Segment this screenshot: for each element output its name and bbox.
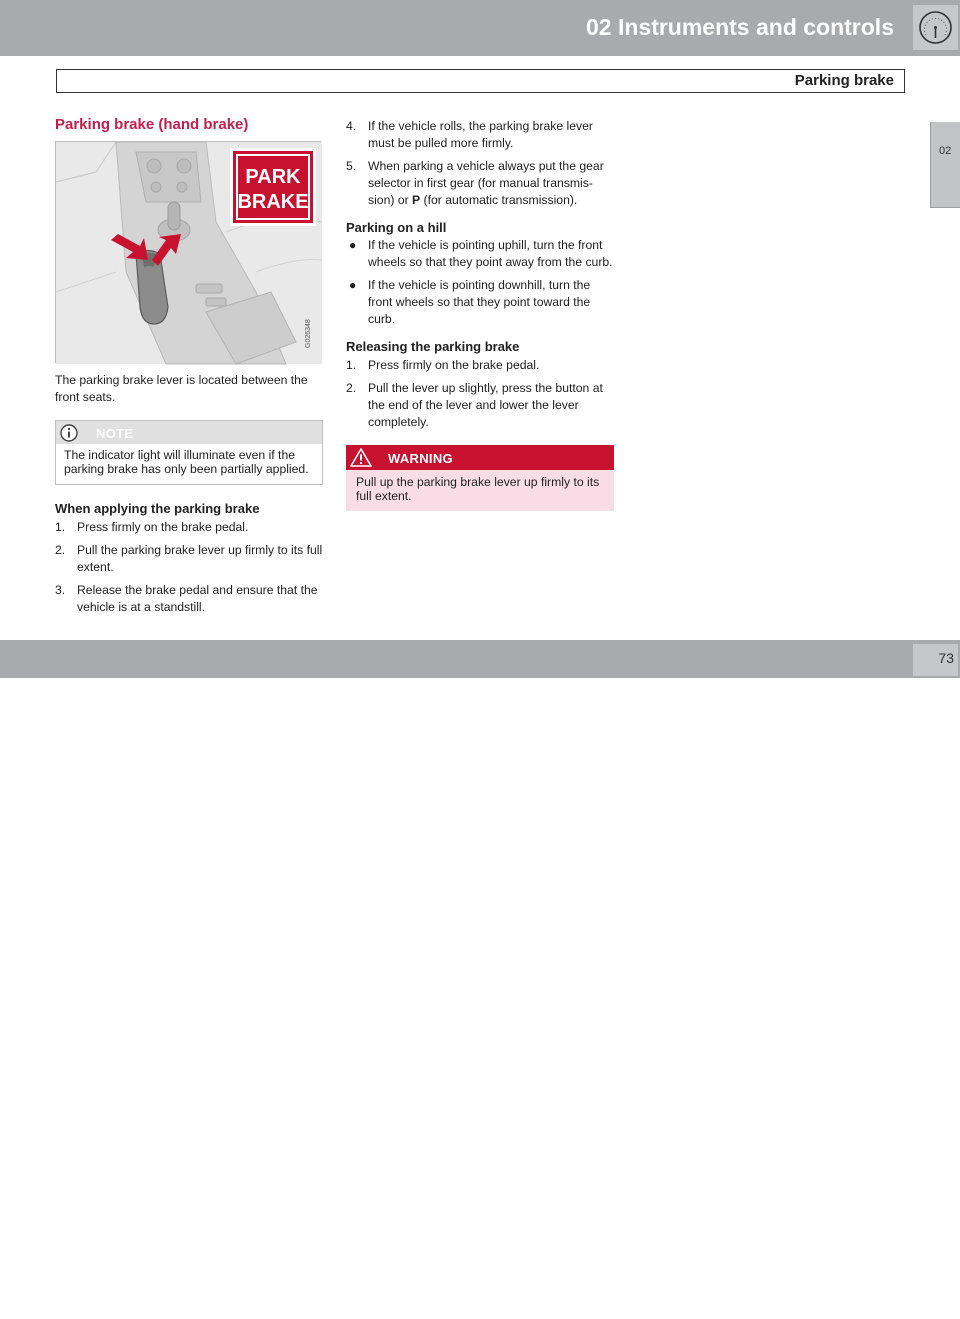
chapter-icon-box [913,5,958,50]
step-number: 1. [346,358,357,372]
step-text: Release the brake pedal and ensure that the vehicle is at a standstill. [77,583,318,614]
parking-brake-illustration [55,141,321,363]
bullet-text: If the vehicle is pointing downhill, turn the front wheels so that they point toward the curb. [368,278,591,326]
note-text: The indicator light will illuminate even if the parking brake has only been partially applied. [64,448,309,476]
figure-code: G026348 [305,319,312,348]
step-text: Press firmly on the brake pedal. [77,520,249,534]
intro-text: The parking brake lever is located between the front seats. [55,373,308,404]
bullet-icon: ● [349,238,357,252]
step-number: 1. [55,520,66,534]
step-number: 3. [55,583,66,597]
step-text-after: (for automatic transmission). [420,193,578,207]
step-number: 4. [346,119,357,133]
side-tab-label: 02 [939,145,952,157]
applying-heading: When applying the parking brake [55,501,260,516]
releasing-steps [346,357,614,431]
header-bar [0,0,960,56]
step-number: 2. [346,381,357,395]
list-item [55,519,323,536]
list-item [346,277,614,328]
step-number: 2. [55,543,66,557]
list-item [55,582,323,616]
warning-header [346,445,614,470]
hill-heading: Parking on a hill [346,220,447,235]
footer-bar [0,640,960,1318]
main-heading: Parking brake (hand brake) [55,116,249,133]
list-item [346,118,614,152]
warning-box [346,445,614,511]
warning-triangle-icon [350,448,372,467]
step-bold-gear: P [412,193,421,207]
left-column [55,116,323,622]
bullet-icon: ● [349,278,357,292]
middle-column [346,116,614,511]
console-drawing [56,142,322,364]
step-text: Press firmly on the brake pedal. [368,358,540,372]
step-text: Pull the lever up slightly, press the button at the end of the lever and lower the lever completely. [368,381,603,429]
section-title: Parking brake [794,72,894,89]
step-text: Pull the parking brake lever up firmly to its full extent. [77,543,323,574]
watermark: carmanualsonline.info [596,1288,883,1318]
step-text: If the vehicle rolls, the parking brake lever must be pulled more firmly. [368,119,593,150]
note-header [56,421,322,444]
note-box [55,420,323,485]
warning-title: WARNING [388,451,453,466]
list-item [346,237,614,271]
step-text-before: When parking a vehicle always put the gear selector in first gear (for manual transmis-sion) or [368,159,604,207]
info-icon [60,424,78,442]
speedometer-icon [917,9,954,46]
page-number: 73 [938,650,954,666]
applying-steps [55,519,323,616]
page-number-box [913,644,958,676]
sign-line-brake: BRAKE [237,191,309,213]
warning-text: Pull up the parking brake lever up firmly to its full extent. [356,475,600,503]
sign-line-park: PARK [245,166,301,188]
chapter-title: 02 Instruments and controls [585,14,894,40]
note-title: NOTE [96,426,134,441]
section-bar [56,69,905,93]
list-item [346,380,614,431]
list-item [55,542,323,576]
chapter-side-tab[interactable] [930,122,960,208]
applying-steps-continued [346,118,614,209]
step-number: 5. [346,159,357,173]
list-item [346,357,614,374]
releasing-heading: Releasing the parking brake [346,339,520,354]
hill-bullets [346,237,614,328]
bullet-text: If the vehicle is pointing uphill, turn the front wheels so that they point away from the curb. [368,238,613,269]
list-item [346,158,614,209]
